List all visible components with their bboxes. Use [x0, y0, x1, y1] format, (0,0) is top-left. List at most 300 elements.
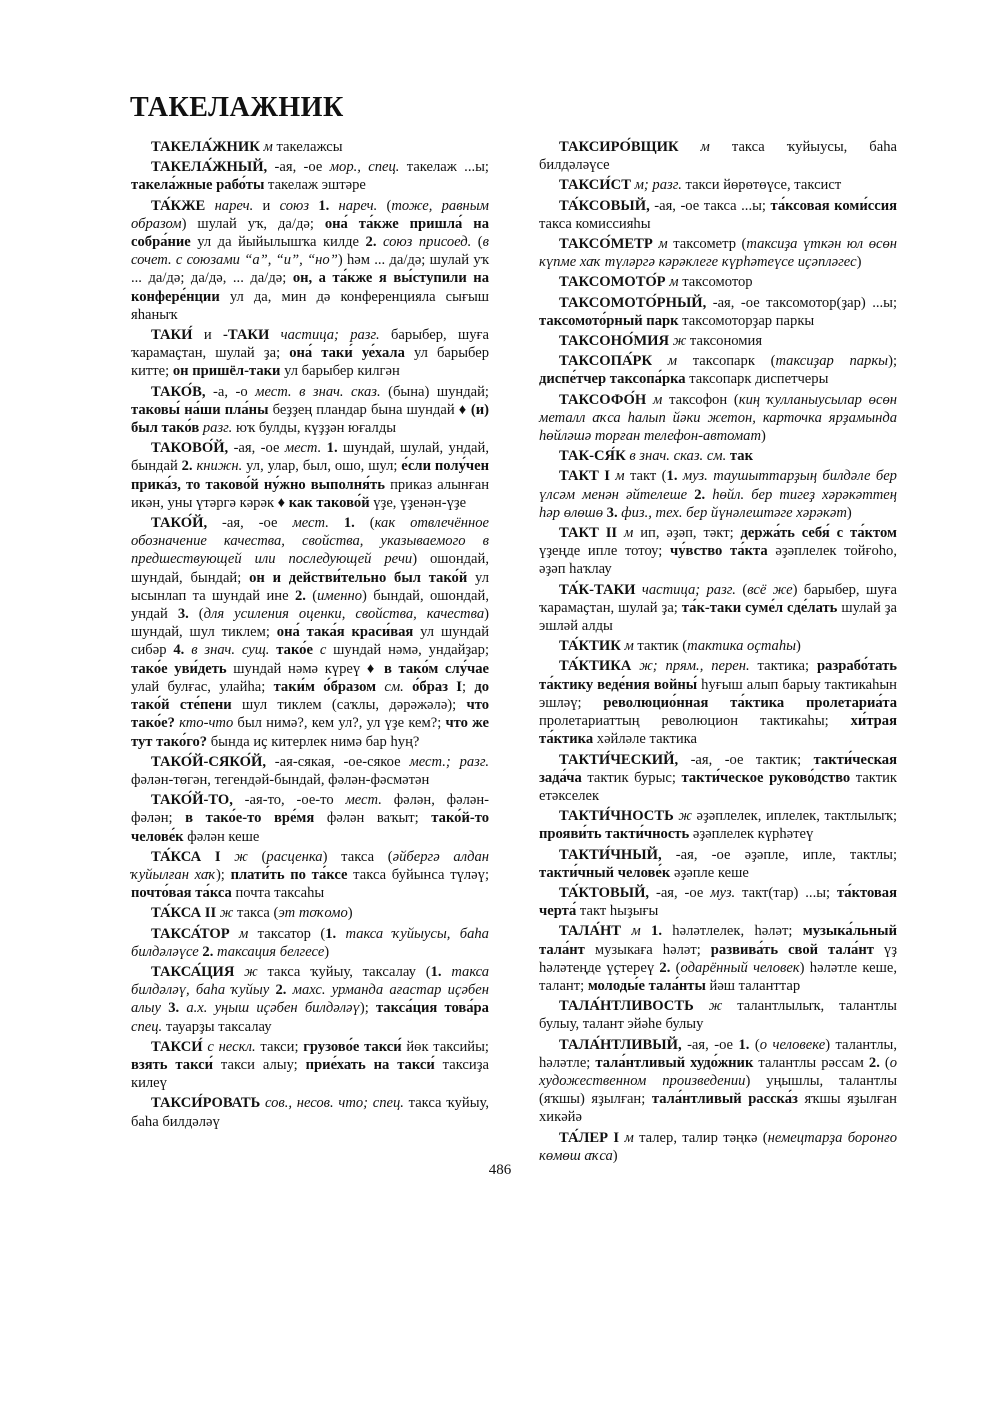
- bold-phrase: она́ та́кже пришла́ на собра́ние: [131, 215, 489, 251]
- grammar-label: м: [624, 1129, 634, 1146]
- grammar-label: разг.: [202, 420, 233, 437]
- definition-text: таксофон (: [662, 391, 739, 408]
- definition-text: -ая-сякая, -ое-сякое: [265, 753, 410, 770]
- headword: ТАК-СЯ́К: [559, 448, 626, 465]
- dictionary-entry: [539, 332, 897, 350]
- grammar-label: муз.: [710, 884, 736, 901]
- bold-phrase: 3.: [606, 504, 618, 521]
- grammar-label: таксиҙар паркы: [775, 353, 889, 370]
- definition-text: (: [247, 848, 267, 865]
- definition-text: ): [761, 428, 766, 445]
- definition-text: таксометр (: [667, 236, 747, 253]
- bold-phrase: как таково́й: [288, 494, 370, 511]
- dictionary-entry: [539, 657, 897, 748]
- definition-text: ): [347, 905, 353, 922]
- definition-text: тауарҙы таксалау: [162, 1018, 272, 1035]
- definition-text: хәйләле тактика: [593, 731, 697, 748]
- dictionary-entry: [539, 846, 897, 882]
- right-column: [539, 138, 897, 1167]
- definition-text: почта таксаһы: [231, 885, 325, 902]
- dictionary-entry: [131, 158, 489, 194]
- dictionary-entry: [539, 447, 897, 465]
- definition-text: [621, 923, 631, 939]
- definition-text: таксопарк (: [677, 353, 776, 370]
- grammar-label: книжн.: [196, 458, 243, 475]
- definition-text: ) уңышлы, талантлы (яҡшы) яҙылған;: [539, 1072, 897, 1108]
- dictionary-entry: [539, 138, 897, 174]
- definition-text: [646, 392, 653, 408]
- definition-text: такса ҡуйыу, баһа билдәләү: [131, 1095, 489, 1130]
- grammar-label: частица; разг.: [641, 581, 736, 598]
- definition-text: ;: [461, 678, 475, 695]
- grammar-label: м; разг.: [634, 177, 682, 194]
- definition-text: юҡ булды, күҙҙән юғалды: [232, 420, 397, 437]
- definition-text: -ая, -ое тактик;: [678, 751, 814, 768]
- grammar-label: в знач. сущ.: [191, 642, 270, 659]
- dictionary-entry: [539, 467, 897, 522]
- bold-phrase: диспе́тчер таксопа́рка: [539, 371, 686, 388]
- headword: ТА́КСА I: [151, 848, 221, 865]
- dictionary-entry: [131, 383, 489, 438]
- grammar-label: тактика оҫтаһы: [687, 638, 797, 655]
- headword: ТАКЕЛА́ЖНЫЙ,: [151, 159, 268, 176]
- headword: ТАКИ́: [151, 327, 193, 344]
- definition-text: йәш таланттар: [705, 977, 801, 994]
- definition-text: [269, 327, 280, 343]
- headword: ТАКТ II: [559, 525, 618, 542]
- definition-text: ) бындай, ошондай, ундай: [131, 587, 489, 623]
- bold-phrase: прояви́ть такти́чность: [539, 826, 690, 843]
- left-column: [131, 138, 489, 1133]
- grammar-label: мест.: [345, 792, 382, 809]
- definition-text: яҡшы яҙылған хикәйә: [539, 1091, 897, 1126]
- dictionary-entry: [539, 807, 897, 843]
- grammar-label: м: [239, 925, 249, 942]
- definition-text: талантлы рәссам: [753, 1054, 869, 1071]
- headword: ТА́КТИКА: [559, 658, 632, 675]
- grammar-label: эт тоҡомо: [278, 905, 348, 922]
- definition-text: ): [612, 1147, 618, 1164]
- definition-text: );: [215, 866, 231, 883]
- bold-phrase: таки́м о́бразом: [273, 678, 377, 695]
- definition-text: барыбер, шуға ҡарамаҫтан, шулай ҙа;: [131, 327, 489, 362]
- definition-text: [234, 964, 244, 980]
- definition-text: (: [377, 197, 392, 214]
- grammar-label: частица; разг.: [280, 327, 380, 344]
- grammar-label: ж: [219, 905, 234, 922]
- grammar-label: а.х. уңыш иҫәбен билдәләү: [186, 1000, 360, 1017]
- grammar-label: тоже, равным образом: [131, 197, 489, 232]
- headword: ТАКСА́ЦИЯ: [151, 963, 235, 980]
- bold-phrase: что же тут тако́го?: [131, 715, 489, 750]
- dictionary-entry: [539, 637, 897, 655]
- grammar-label: в знач. сказ. см.: [629, 448, 727, 465]
- definition-text: );: [359, 1000, 376, 1017]
- grammar-label: ж; прям., перен.: [639, 658, 750, 675]
- definition-text: әҙәпле кеше: [670, 864, 749, 881]
- bold-phrase: та́ксовая коми́ссия: [770, 197, 898, 214]
- grammar-label: һөйл. бер тигеҙ хәрәкәттең һәр өлөшө: [539, 486, 897, 521]
- dictionary-entry: [539, 884, 897, 920]
- definition-text: [205, 198, 214, 214]
- definition-text: такса (: [233, 905, 279, 922]
- definition-text: -а, -о: [205, 383, 256, 400]
- definition-text: ул шундай сибәр: [131, 624, 489, 659]
- dictionary-entry: [131, 791, 489, 846]
- bold-phrase: тако́е: [276, 642, 313, 659]
- grammar-label: союз: [279, 197, 310, 214]
- grammar-label: ж: [708, 998, 723, 1015]
- bold-phrase: 1.: [343, 515, 355, 532]
- headword: ТАКТИ́ЧЕСКИЙ,: [559, 751, 679, 768]
- definition-text: (: [305, 587, 318, 604]
- bold-phrase: 1.: [666, 468, 678, 485]
- bold-phrase: 2.: [694, 486, 706, 503]
- definition-text: үҙеңде ипле тотоу;: [539, 543, 671, 560]
- definition-text: такси йөрөтөүсе, таксист: [681, 177, 842, 194]
- bold-phrase: о́браз I: [412, 678, 462, 695]
- definition-text: [617, 525, 624, 541]
- definition-text: приказ алынған икән, уны үтәргә кәрәк ♦: [131, 476, 490, 511]
- dictionary-entry: [131, 138, 489, 156]
- definition-text: был нимә?, кем ул?, ул үҙе кем?;: [233, 715, 446, 732]
- headword: ТАКТИ́ЧНОСТЬ: [559, 808, 674, 825]
- definition-text: тактик етәкселек: [539, 769, 897, 804]
- definition-text: ): [796, 638, 801, 655]
- dictionary-entry: [131, 439, 489, 512]
- grammar-label: м: [658, 236, 668, 253]
- dictionary-entry: [131, 514, 489, 751]
- definition-text: ул да йыйылышҡа килде: [190, 234, 366, 251]
- definition-text: ) һәм ... да/дә; шулай уҡ ... да/дә; да/дә, ... да/дә;: [131, 252, 489, 287]
- bold-phrase: (и) был тако́в: [131, 401, 489, 437]
- headword: ТАКСО́МЕТР: [559, 236, 653, 253]
- grammar-label: м: [700, 139, 710, 155]
- bold-phrase: тако́й-то челове́к: [131, 810, 489, 845]
- definition-text: [313, 642, 320, 658]
- dictionary-entry: [539, 176, 897, 194]
- grammar-label: м: [669, 274, 679, 291]
- grammar-label: как отвлечённое обозначение качества, свойства, указываемого в предшествующей или последующей речи: [131, 515, 489, 568]
- definition-text: ул барыбер килгән: [280, 363, 400, 380]
- grammar-label: киң ҡулланыусылар өсөн металл аҡса һалып йәки жетон, карточка ярҙамында һөйләшә торған телефон-автомат: [539, 391, 897, 445]
- definition-text: ): [856, 254, 862, 271]
- grammar-label: ж: [672, 333, 687, 350]
- bold-phrase: 1.: [318, 197, 330, 214]
- grammar-label: нареч.: [214, 197, 254, 214]
- bold-phrase: 1.: [325, 925, 337, 942]
- bold-phrase: 3.: [177, 606, 189, 623]
- headword: ТАКО́Й-ТО,: [151, 792, 233, 809]
- headword: ТА́КТОВЫЙ,: [559, 884, 650, 901]
- grammar-label: таксация белгесе: [217, 943, 325, 960]
- bold-phrase: он и действи́тельно был тако́й: [249, 569, 468, 586]
- bold-phrase: молоды́е тала́нты: [587, 977, 706, 994]
- grammar-label: нареч.: [338, 197, 378, 214]
- dictionary-entry: [539, 997, 897, 1033]
- definition-text: тактик (: [633, 638, 688, 655]
- definition-text: такса ҡуйыусы, баһа билдәләүсе: [539, 139, 897, 174]
- grammar-label: расценка: [266, 848, 323, 865]
- definition-text: такелажсы: [272, 139, 343, 155]
- bold-phrase: почто́вая та́кса: [131, 885, 232, 902]
- grammar-label: союз присоед.: [382, 234, 472, 251]
- headword: ТА́КЖЕ: [151, 197, 206, 214]
- definition-text: -ая, -ое: [681, 1036, 739, 1053]
- definition-text: фәлән кеше: [183, 828, 260, 845]
- definition-text: (: [188, 606, 204, 623]
- definition-text: ) такса (: [322, 848, 393, 865]
- bold-phrase: в тако́м слу́чае: [383, 660, 489, 677]
- bold-phrase: она́ така́я краси́вая: [276, 624, 414, 641]
- definition-text: тактик бурыс;: [581, 769, 682, 786]
- definition-text: [329, 198, 338, 214]
- bold-phrase: 2.: [659, 959, 671, 976]
- definition-text: [404, 679, 412, 695]
- dictionary-entry: [539, 294, 897, 330]
- bold-phrase: что тако́е?: [131, 697, 489, 732]
- definition-text: [230, 926, 239, 942]
- grammar-label: сов., несов. что; спец.: [265, 1095, 404, 1112]
- dictionary-entry: [539, 524, 897, 579]
- definition-text: -ая, -ое таксомотор(ҙар) ...ы;: [706, 294, 897, 311]
- definition-text: такса комиссияһы: [539, 215, 651, 232]
- grammar-label: с: [319, 642, 327, 659]
- definition-text: [336, 926, 345, 942]
- grammar-label: спец.: [131, 1018, 163, 1035]
- headword: ТАКСОПА́РК: [559, 353, 653, 370]
- bold-phrase: 1.: [326, 440, 338, 457]
- definition-text: и: [192, 327, 223, 344]
- grammar-label: мор., спец.: [329, 159, 400, 176]
- dictionary-entry: [131, 904, 489, 922]
- definition-text: такса ҡуйыу, таксалау (: [257, 963, 431, 980]
- dictionary-entry: [539, 391, 897, 446]
- definition-text: ул да, мин дә конференцияла сығыш яһаныҡ: [131, 288, 489, 323]
- bold-phrase: она́ таки́ уе́хала: [289, 345, 405, 362]
- definition-text: бында иҫ китерлек нимә бар һуң?: [207, 733, 420, 750]
- grammar-label: физ., тех. бер йүнәлештәге хәрәкәт: [621, 504, 847, 521]
- definition-text: такси алыу;: [213, 1056, 306, 1073]
- definition-text: музыкаға һәләт;: [584, 941, 711, 958]
- bold-phrase: 2.: [868, 1054, 880, 1071]
- definition-text: [652, 353, 668, 369]
- bold-phrase: та́ктовая черта́: [539, 884, 897, 920]
- dictionary-entry: [539, 922, 897, 995]
- dictionary-entry: [539, 751, 897, 806]
- definition-text: такелаж эштәре: [264, 177, 366, 194]
- dictionary-entry: [539, 273, 897, 291]
- page-number: 486: [488, 1162, 512, 1178]
- bold-phrase: -ТАКИ: [222, 327, 270, 344]
- grammar-label: о человеке: [759, 1036, 826, 1053]
- definition-text: фәлән ваҡыт;: [314, 810, 432, 827]
- definition-text: йөк таксийы;: [401, 1038, 489, 1055]
- bold-phrase: такти́чный челове́к: [539, 864, 671, 881]
- headword: ТАЛА́НТЛИВЫЙ,: [559, 1036, 682, 1053]
- definition-text: ): [324, 943, 330, 960]
- bold-phrase: 1.: [651, 923, 662, 940]
- definition-text: (: [735, 581, 748, 598]
- bold-phrase: взять такси́: [131, 1056, 214, 1073]
- grammar-label: муз. таушыттарҙың билдәле бер үлсәм менән әйтелеше: [539, 468, 897, 503]
- definition-text: ) һәләтле кеше, талант;: [539, 959, 897, 994]
- dictionary-entry: [539, 197, 897, 233]
- dictionary-entry: [131, 753, 489, 789]
- running-head: ТАКЕЛАЖНИК: [130, 92, 344, 123]
- definition-text: (: [749, 1036, 760, 1053]
- definition-text: таксопарк диспетчеры: [685, 371, 829, 388]
- definition-text: улай булғас, улайһа;: [131, 678, 274, 695]
- headword: ТАКСОМОТО́Р: [559, 274, 666, 291]
- grammar-label: әйбергә алдан ҡуйылған хаҡ: [131, 848, 489, 883]
- definition-text: ) шундай, шул тиклем;: [131, 606, 489, 641]
- definition-text: -ая-то, -ое-то: [232, 792, 346, 809]
- bold-phrase: е́сли полу́чен прика́з, то таково́й ну́жно выполня́ть: [131, 458, 490, 493]
- definition-text: талер, талир тәңкә (: [633, 1129, 768, 1146]
- dictionary-entry: [539, 1129, 897, 1165]
- bold-phrase: 2.: [275, 982, 287, 999]
- dictionary-entry: [131, 848, 489, 903]
- headword: ТА́КСОВЫЙ,: [559, 197, 650, 214]
- grammar-label: немецтарҙа боронғо көмөш аҡса: [539, 1129, 897, 1164]
- bold-phrase: разрабо́тать та́ктику веде́ния войны́: [539, 658, 897, 693]
- grammar-label: о художественном произведении: [539, 1054, 898, 1089]
- definition-text: -ая, -ое: [649, 884, 711, 901]
- bold-phrase: такти́ческое руково́дство: [681, 769, 851, 786]
- bold-phrase: 3.: [168, 1000, 180, 1017]
- grammar-label: м: [263, 139, 273, 155]
- headword: ТАКСОМОТО́РНЫЙ,: [559, 294, 707, 311]
- definition-text: такт(тар) ...ы;: [735, 884, 837, 901]
- bold-phrase: 2.: [181, 458, 193, 475]
- definition-text: -ая, -ое: [207, 515, 293, 532]
- bold-phrase: так: [729, 448, 753, 465]
- definition-text: фәлән, фәлән-фәлән;: [131, 792, 490, 827]
- headword: ТАКОВО́Й,: [151, 440, 229, 457]
- bold-phrase: плати́ть по та́ксе: [230, 866, 348, 883]
- bold-phrase: он пришёл-таки: [172, 363, 281, 380]
- headword: ТА́КТИК: [559, 638, 621, 655]
- definition-text: ) барыбер, шуға ҡарамаҫтан, шулай ҙа;: [539, 581, 897, 616]
- definition-text: үҙ һәләтеңде үҫтереү: [539, 941, 897, 976]
- definition-text: (: [354, 515, 375, 532]
- grammar-label: махс. урманда ағастар иҫәбен алыу: [131, 982, 489, 1017]
- dictionary-entry: [539, 352, 897, 388]
- grammar-label: м: [624, 525, 634, 542]
- bold-phrase: 2.: [365, 234, 377, 251]
- bold-phrase: до тако́й сте́пени: [131, 678, 490, 714]
- definition-text: [694, 998, 709, 1014]
- definition-text: (бына) шундай;: [380, 383, 489, 400]
- definition-text: -ая, -ое такса ...ы;: [649, 197, 771, 214]
- headword: ТАКСОФО́Н: [559, 391, 647, 408]
- definition-text: ) шулай уҡ, да/дә;: [181, 215, 325, 232]
- headword: ТАКО́Й,: [151, 515, 208, 532]
- bold-phrase: он, а та́кже я вы́ступили на конфере́нции: [131, 270, 489, 305]
- definition-text: ): [846, 504, 852, 521]
- definition-text: беҙҙең пландар бына шундай ♦: [268, 401, 471, 418]
- grammar-label: ж: [234, 848, 248, 865]
- bold-phrase: та́к-таки суме́л сде́лать: [681, 599, 838, 616]
- bold-phrase: 2.: [202, 943, 214, 960]
- definition-text: һуғыш алып барыу тактикаһын эшләү;: [539, 676, 897, 711]
- bold-phrase: в тако́е-то вре́мя: [185, 810, 315, 827]
- grammar-label: м: [624, 638, 634, 655]
- bold-phrase: прие́хать на такси́: [305, 1056, 435, 1073]
- definition-text: ул барыбер китте;: [131, 345, 490, 380]
- bold-phrase: 2.: [294, 587, 306, 604]
- definition-text: талантлылыҡ, талантлы булыу, талант эйәһе булыу: [539, 998, 897, 1033]
- bold-phrase: музыка́льный тала́нт: [539, 923, 897, 958]
- grammar-label: для усиления оценки, свойства, качества: [203, 606, 485, 623]
- headword: ТАКСОНО́МИЯ: [559, 333, 670, 350]
- definition-text: шундай нәмә күреү ♦: [226, 660, 384, 677]
- definition-text: үҙе, үҙенән-үҙе: [369, 494, 467, 511]
- definition-text: такси;: [255, 1038, 304, 1055]
- definition-text: (: [879, 1054, 890, 1071]
- grammar-label: м: [653, 391, 663, 408]
- headword: ТАЛА́НТЛИВОСТЬ: [559, 998, 694, 1015]
- definition-text: таксономия: [686, 333, 763, 350]
- definition-text: и: [253, 197, 280, 214]
- headword: ТАКСИ́РОВАТЬ: [151, 1095, 261, 1112]
- definition-text: );: [888, 353, 897, 370]
- grammar-label: ж: [244, 963, 258, 980]
- definition-text: [309, 198, 318, 214]
- bold-phrase: таковы́ на́ши пла́ны: [131, 401, 269, 418]
- definition-text: [442, 964, 452, 980]
- headword: ТАКСА́ТОР: [151, 925, 230, 942]
- definition-text: ) талантлы, һәләтле;: [539, 1036, 897, 1071]
- dictionary-entry: [131, 197, 489, 324]
- headword: ТАКСИ́СТ: [559, 177, 631, 194]
- bold-phrase: 1.: [738, 1036, 750, 1053]
- definition-text: ул ысынлап та шундай ине: [131, 569, 489, 604]
- definition-text: [679, 139, 701, 155]
- definition-text: ип, әҙәп, тәкт;: [633, 525, 741, 542]
- grammar-label: м: [631, 923, 641, 940]
- bold-phrase: тала́нтливый худо́жник: [595, 1054, 754, 1071]
- grammar-label: м: [667, 353, 678, 370]
- headword: ТА́КСА II: [151, 905, 217, 922]
- headword: ТАКО́Й-СЯКО́Й,: [151, 753, 266, 770]
- definition-text: [221, 849, 235, 865]
- definition-text: -ая, -ое: [267, 159, 330, 176]
- grammar-label: именно: [317, 587, 362, 604]
- definition-text: такт һыҙығы: [576, 903, 659, 920]
- grammar-label: с нескл.: [207, 1038, 256, 1055]
- grammar-label: мест.: [284, 440, 322, 457]
- definition-text: -ая, -ое әҙәпле, ипле, тактлы;: [661, 846, 897, 863]
- definition-text: әҙәплелек, иплелек, тактлылыҡ;: [691, 808, 897, 825]
- definition-text: -ая, -ое: [228, 440, 285, 457]
- definition-text: шул тиклем (саҡлы, дәрәжәлә);: [231, 697, 467, 714]
- dictionary-entry: [539, 1036, 897, 1127]
- headword: ТАКЕЛА́ЖНИК: [151, 139, 260, 155]
- grammar-label: такса ҡуйыусы, баһа билдәләүсе: [131, 925, 489, 960]
- definition-text: таксомотор: [678, 274, 753, 291]
- dictionary-entry: [131, 925, 489, 961]
- headword: ТАКСИРО́ВЩИК: [559, 139, 679, 155]
- grammar-label: кто-что: [179, 715, 234, 732]
- bold-phrase: тала́нтливый расска́з: [651, 1091, 798, 1108]
- headword: ТАКО́В,: [151, 383, 206, 400]
- grammar-label: м: [615, 468, 625, 485]
- bold-phrase: такела́жные рабо́ты: [131, 177, 265, 194]
- definition-text: такса буйынса түләү;: [347, 866, 489, 883]
- bold-phrase: 1.: [430, 963, 442, 980]
